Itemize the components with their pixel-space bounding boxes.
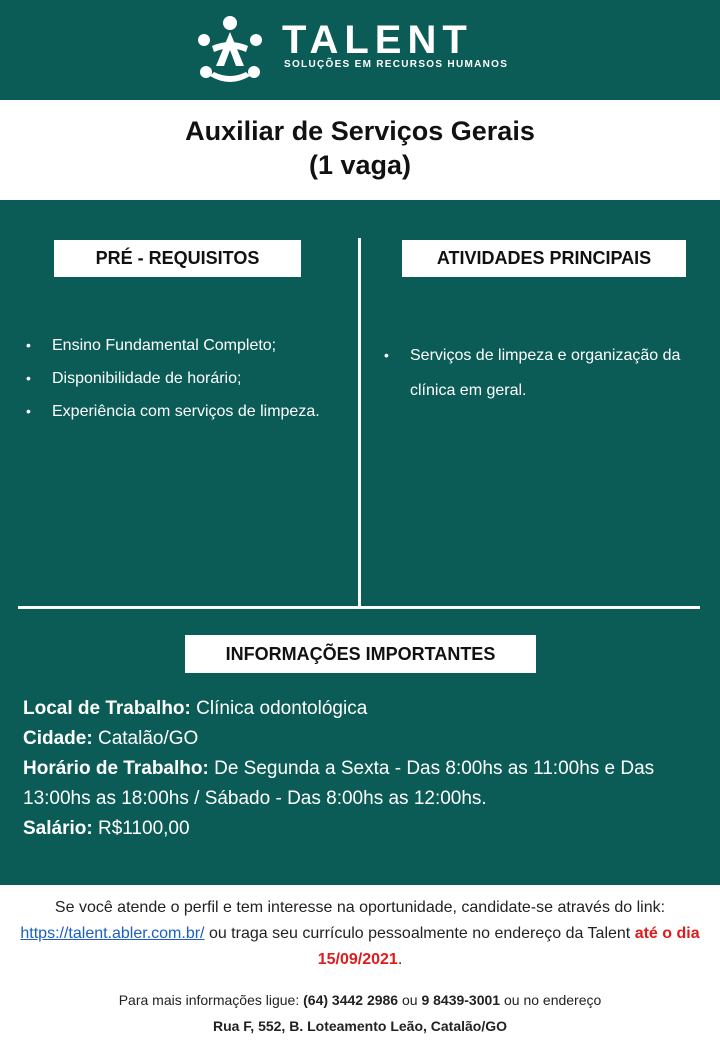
local-value: Clínica odontológica (196, 698, 368, 719)
city-label: Cidade: (23, 728, 93, 749)
deadline: até o dia 15/09/2021 (317, 925, 700, 968)
city-value: Catalão/GO (97, 728, 199, 749)
phone-1: (64) 3442 2986 (303, 992, 399, 1008)
info-hours (23, 754, 703, 814)
info-salary (23, 814, 703, 844)
or-text: ou (401, 992, 418, 1008)
important-info (23, 694, 703, 844)
info-local (23, 694, 703, 724)
hours-label: Horário de Trabalho: (23, 758, 209, 779)
application-instructions (20, 895, 700, 973)
info-heading: INFORMAÇÕES IMPORTANTES (185, 635, 536, 673)
activities-heading: ATIVIDADES PRINCIPAIS (402, 240, 686, 277)
brand-name: TALENT (282, 18, 473, 62)
list-item: • Experiência com serviços de limpeza. (22, 395, 338, 428)
job-details-panel (0, 200, 720, 885)
salary-value: R$1100,00 (97, 818, 190, 839)
horizontal-divider (18, 606, 700, 609)
hours-value: De Segunda a Sexta - Das 8:00hs as 11:00hs e Das 13:00hs as 18:00hs / Sábado - Das 8:00hs as 12:00hs. (23, 758, 655, 809)
job-title: Auxiliar de Serviços Gerais (185, 116, 535, 146)
instructions-text-1: Se você atende o perfil e tem interesse na oportunidade, candidate-se através do link: (54, 899, 666, 916)
address: Rua F, 552, B. Loteamento Leão, Catalão/GO (212, 1018, 508, 1034)
list-item: • Serviços de limpeza e organização da clínica em geral. (380, 338, 700, 408)
vertical-divider (358, 238, 361, 608)
requirements-heading: PRÉ - REQUISITOS (54, 240, 301, 277)
local-label: Local de Trabalho: (23, 698, 191, 719)
talent-logo-icon (196, 14, 264, 84)
activities-list (380, 338, 700, 408)
contact-info (0, 987, 720, 1039)
period: . (397, 951, 403, 968)
list-item: • Ensino Fundamental Completo; (22, 329, 338, 362)
list-item: • Disponibilidade de horário; (22, 362, 338, 395)
phone-2: 9 8439-3001 (421, 992, 501, 1008)
job-title-section (0, 100, 720, 200)
instructions-text-2: ou traga seu currículo pessoalmente no endereço da Talent (208, 925, 631, 942)
info-city (23, 724, 703, 754)
brand-tagline: SOLUÇÕES EM RECURSOS HUMANOS (284, 59, 509, 70)
vacancy-count: (1 vaga) (308, 150, 412, 180)
header-banner (0, 0, 720, 100)
contact-prefix: Para mais informações ligue: (118, 992, 300, 1008)
salary-label: Salário: (23, 818, 93, 839)
footer (0, 885, 720, 1040)
application-link[interactable]: https://talent.abler.com.br/ (20, 925, 205, 942)
requirements-list (22, 329, 338, 428)
address-prefix: ou no endereço (503, 992, 602, 1008)
